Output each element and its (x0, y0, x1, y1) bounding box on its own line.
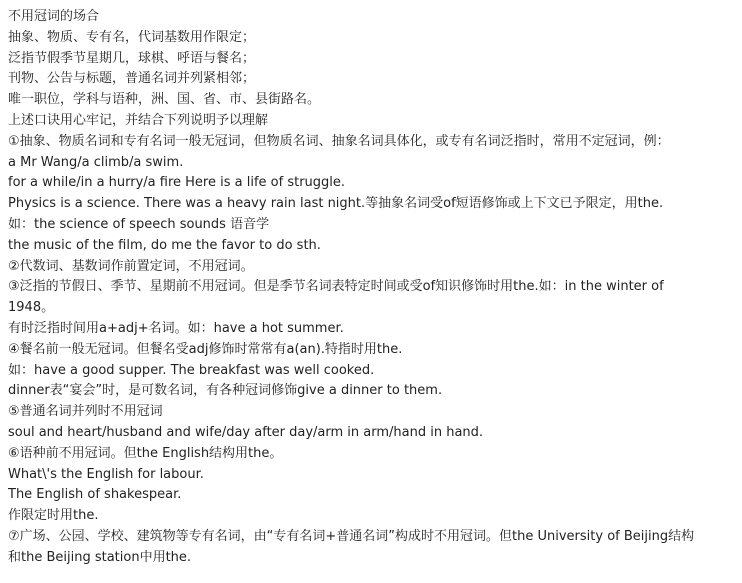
example-line: 如：the science of speech sounds 语音学 (8, 216, 270, 232)
example-line: What\'s the English for labour. (8, 466, 204, 482)
example-line: Physics is a science. There was a heavy rain last night.等抽象名词受of短语修饰或上下文已予限定，用the. (8, 196, 664, 212)
example-line: the music of the film, do me the favor to do sth. (8, 237, 321, 253)
example-line: The English of shakespear. (8, 487, 182, 503)
mnemonic-line: 泛指节假季节星期几，球棋、呼语与餐名； (8, 50, 256, 66)
example-line: 如：have a good supper. The breakfast was well cooked. (8, 362, 375, 378)
rule-5-line: ⑤普通名词并列时不用冠词 (8, 404, 163, 420)
example-line: dinner表“宴会”时，是可数名词，有各种冠词修饰give a dinner to them. (8, 383, 443, 399)
rule-3-line: ③泛指的节假日、季节、星期前不用冠词。但是季节名词表特定时间或受of知识修饰时用the.如：in the winter of (8, 279, 664, 295)
example-line: a Mr Wang/a climb/a swim. (8, 154, 184, 170)
mnemonic-line: 唯一职位，学科与语种，洲、国、省、市、县街路名。 (8, 92, 321, 108)
rule-7-continuation: 和the Beijing station中用the. (8, 549, 192, 565)
mnemonic-line: 抽象、物质、专有名，代词基数用作限定； (8, 29, 256, 45)
rule-6-line: ⑥语种前不用冠词。但the English结构用the。 (8, 445, 283, 461)
rule-1-line: ①抽象、物质名词和专有名词一般无冠词，但物质名词、抽象名词具体化，或专有名词泛指时，常用不定冠词，例： (8, 133, 670, 149)
rule-7-line: ⑦广场、公园、学校、建筑物等专有名词，由“专有名词+普通名词”构成时不用冠词。但the University of Beijing结构 (8, 528, 695, 544)
rule-4-line: ④餐名前一般无冠词。但餐名受adj修饰时常常有a(an).特指时用the. (8, 341, 403, 357)
rule-2-line: ②代数词、基数词作前置定词，不用冠词。 (8, 258, 254, 274)
intro-line: 上述口诀用心牢记，并结合下列说明予以理解 (8, 112, 269, 128)
example-line: soul and heart/husband and wife/day after day/arm in arm/hand in hand. (8, 424, 484, 440)
rule-3-continuation: 1948。 (8, 300, 55, 316)
heading-no-article-cases: 不用冠词的场合 (8, 9, 100, 24)
mnemonic-line: 刊物、公告与标题，普通名词并列紧相邻； (8, 71, 256, 87)
example-line: 作限定时用the. (8, 508, 99, 524)
example-line: 有时泛指时间用a+adj+名词。如：have a hot summer. (8, 320, 344, 336)
example-line: for a while/in a hurry/a fire Here is a life of struggle. (8, 175, 346, 191)
